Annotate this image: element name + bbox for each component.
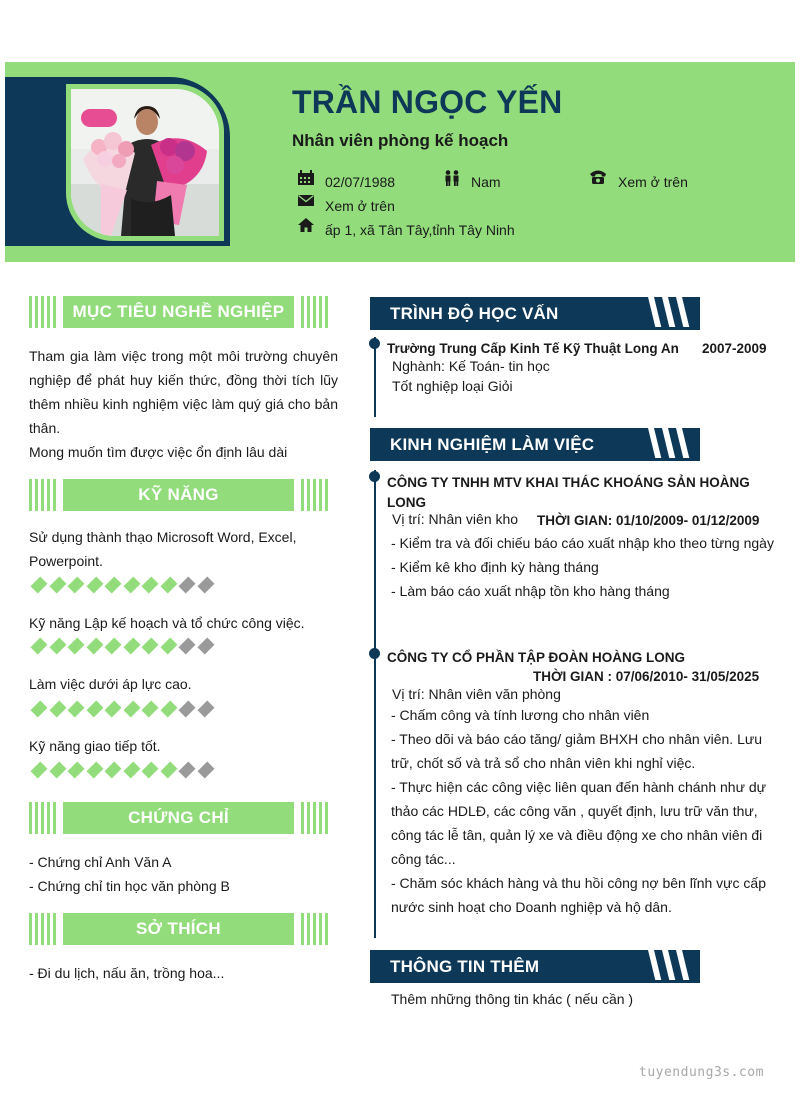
rating-diamond-filled xyxy=(86,762,103,779)
address-value: ấp 1, xã Tân Tây,tỉnh Tây Ninh xyxy=(325,222,515,238)
rating-diamond-filled xyxy=(31,762,48,779)
rating-diamond-filled xyxy=(160,762,177,779)
birthdate-value: 02/07/1988 xyxy=(325,174,396,190)
skills-heading: KỸ NĂNG xyxy=(29,479,328,511)
objective-text: Tham gia làm việc trong một môi trường chuyên nghiệp để phát huy kiến thức, đồng thời tích lũy thêm nhiều kinh nghiệm việc làm quý giá cho bản thân. xyxy=(29,348,338,436)
skill-item: Kỹ năng Lập kế hoạch và tổ chức công việc. xyxy=(29,615,305,631)
rating-diamond-filled xyxy=(105,762,122,779)
timeline-dot xyxy=(369,648,380,659)
rating-diamond-filled xyxy=(68,701,85,718)
rating-diamond-filled xyxy=(123,577,140,594)
rating-diamond-empty xyxy=(197,762,214,779)
rating-diamond-filled xyxy=(49,762,66,779)
heading-rule xyxy=(370,980,700,983)
rating-diamond-filled xyxy=(123,762,140,779)
timeline-dot xyxy=(369,471,380,482)
candidate-name: TRẦN NGỌC YẾN xyxy=(292,84,563,120)
phone-value: Xem ở trên xyxy=(618,174,688,190)
rating-diamond-filled xyxy=(86,701,103,718)
job-role: Vị trí: Nhân viên kho xyxy=(392,511,519,527)
rating-diamond-filled xyxy=(160,701,177,718)
rating-diamond-filled xyxy=(49,701,66,718)
rating-diamond-filled xyxy=(142,762,159,779)
heading-stripes xyxy=(640,428,700,461)
home-icon xyxy=(297,217,315,233)
skill-rating xyxy=(33,761,212,779)
job-duty: - Theo dõi và báo cáo tăng/ giảm BHXH cho nhân viên. Lưu trữ, chốt số và trả sổ cho nhân viên khi nghỉ việc. xyxy=(391,731,763,771)
heading-rule xyxy=(370,458,700,461)
rating-diamond-filled xyxy=(105,638,122,655)
rating-diamond-filled xyxy=(160,638,177,655)
calendar-icon xyxy=(297,170,315,186)
rating-diamond-empty xyxy=(197,577,214,594)
company-name: CÔNG TY CỔ PHẦN TẬP ĐOÀN HOÀNG LONG xyxy=(387,650,686,665)
job-duty: - Kiểm tra và đối chiếu báo cáo xuất nhập kho theo từng ngày xyxy=(391,535,774,551)
heading-stripes xyxy=(640,950,700,983)
rating-diamond-empty xyxy=(197,638,214,655)
experience-heading: KINH NGHIỆM LÀM VIỆC xyxy=(370,428,700,461)
phone-icon xyxy=(589,169,607,185)
job-role: Vị trí: Nhân viên văn phòng xyxy=(392,686,561,702)
hobbies-text: - Đi du lịch, nấu ăn, trồng hoa... xyxy=(29,965,225,981)
rating-diamond-empty xyxy=(179,762,196,779)
rating-diamond-filled xyxy=(68,762,85,779)
skill-rating xyxy=(33,637,212,655)
job-duty: - Chấm công và tính lương cho nhân viên xyxy=(391,707,650,723)
skill-rating xyxy=(33,576,212,594)
timeline-line xyxy=(374,470,376,938)
school-name: Trường Trung Cấp Kinh Tế Kỹ Thuật Long An xyxy=(387,341,679,356)
gender-icon xyxy=(443,170,461,186)
job-position: Nhân viên phòng kế hoạch xyxy=(292,131,509,150)
rating-diamond-filled xyxy=(68,638,85,655)
rating-diamond-empty xyxy=(179,638,196,655)
job-duty: - Chăm sóc khách hàng và thu hồi công nợ bên lĩnh vực cấp nước sinh hoạt cho Doanh nghiệp và hộ dân. xyxy=(391,875,766,915)
watermark: tuyendung3s.com xyxy=(639,1065,764,1080)
certificate-item: - Chứng chỉ tin học văn phòng B xyxy=(29,878,230,894)
timeline-dot xyxy=(369,338,380,349)
rating-diamond-filled xyxy=(142,701,159,718)
job-duty: - Làm báo cáo xuất nhập tồn kho hàng tháng xyxy=(391,583,670,599)
rating-diamond-filled xyxy=(123,701,140,718)
rating-diamond-filled xyxy=(31,577,48,594)
rating-diamond-filled xyxy=(105,577,122,594)
extra-info-text: Thêm những thông tin khác ( nếu cần ) xyxy=(391,991,634,1007)
rating-diamond-filled xyxy=(142,577,159,594)
email-value: Xem ở trên xyxy=(325,198,395,214)
timeline-line xyxy=(374,337,376,417)
company-name: CÔNG TY TNHH MTV KHAI THÁC KHOÁNG SẢN HOÀNG LONG xyxy=(387,475,750,510)
rating-diamond-filled xyxy=(49,638,66,655)
skill-item: Sử dụng thành thạo Microsoft Word, Excel, Powerpoint. xyxy=(29,529,297,569)
skill-item: Làm việc dưới áp lực cao. xyxy=(29,676,192,692)
objective-text-2: Mong muốn tìm được việc ổn định lâu dài xyxy=(29,444,288,460)
rating-diamond-filled xyxy=(68,577,85,594)
rating-diamond-filled xyxy=(86,638,103,655)
certificates-heading: CHỨNG CHỈ xyxy=(29,802,328,834)
education-heading: TRÌNH ĐỘ HỌC VẤN xyxy=(370,297,700,330)
heading-rule xyxy=(370,327,700,330)
job-duty: - Kiểm kê kho định kỳ hàng tháng xyxy=(391,559,599,575)
certificate-item: - Chứng chỉ Anh Văn A xyxy=(29,854,172,870)
rating-diamond-filled xyxy=(123,638,140,655)
profile-photo xyxy=(71,89,219,236)
skill-item: Kỹ năng giao tiếp tốt. xyxy=(29,738,161,754)
job-duty: - Thực hiện các công việc liên quan đến hành chánh như dự thảo các HDLĐ, các công văn , quyết định, lưu trữ văn thư, công tác lễ tân, quản lý xe và điều động xe cho nhân viên đi công tác... xyxy=(391,779,766,867)
rating-diamond-empty xyxy=(179,577,196,594)
rating-diamond-filled xyxy=(49,577,66,594)
hobbies-heading: SỞ THÍCH xyxy=(29,913,328,945)
rating-diamond-empty xyxy=(179,701,196,718)
rating-diamond-filled xyxy=(31,638,48,655)
rating-diamond-filled xyxy=(160,577,177,594)
job-period: THỜI GIAN: 01/10/2009- 01/12/2009 xyxy=(537,513,760,528)
email-icon xyxy=(297,193,315,209)
rating-diamond-filled xyxy=(31,701,48,718)
heading-stripes xyxy=(640,297,700,330)
job-period: THỜI GIAN : 07/06/2010- 31/05/2025 xyxy=(533,669,760,684)
skill-rating xyxy=(33,700,212,718)
objective-heading: MỤC TIÊU NGHỀ NGHIỆP xyxy=(29,296,328,328)
rating-diamond-empty xyxy=(197,701,214,718)
rating-diamond-filled xyxy=(86,577,103,594)
rating-diamond-filled xyxy=(142,638,159,655)
extra-info-heading: THÔNG TIN THÊM xyxy=(370,950,700,983)
education-years: 2007-2009 xyxy=(702,341,767,356)
education-result: Tốt nghiệp loại Giỏi xyxy=(392,378,513,394)
rating-diamond-filled xyxy=(105,701,122,718)
gender-value: Nam xyxy=(471,174,501,190)
education-major: Nghành: Kế Toán- tin học xyxy=(392,358,550,374)
